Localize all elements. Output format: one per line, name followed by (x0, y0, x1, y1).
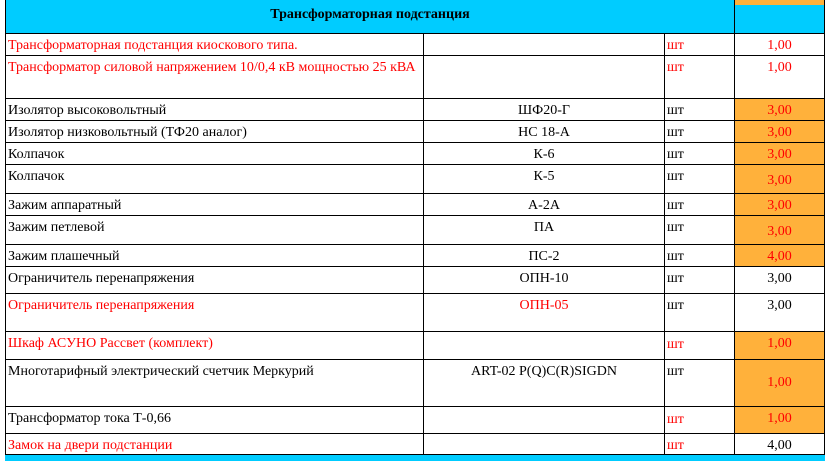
item-mark[interactable]: ОПН-05 (423, 294, 664, 331)
item-mark[interactable] (423, 407, 664, 433)
item-qty[interactable]: 1,00 (734, 56, 825, 98)
item-mark[interactable]: ART-02 P(Q)C(R)SIGDN (423, 360, 664, 406)
item-mark[interactable]: ПС-2 (423, 245, 664, 266)
item-name[interactable]: Трансформатор тока Т-0,66 (5, 407, 423, 433)
table-row (5, 142, 825, 164)
item-mark[interactable]: К-5 (423, 165, 664, 193)
item-unit[interactable]: шт (664, 407, 734, 433)
table-row (5, 406, 825, 433)
item-mark[interactable]: А-2А (423, 194, 664, 215)
item-name[interactable]: Замок на двери подстанции (5, 434, 423, 454)
item-name[interactable]: Колпачок (5, 165, 423, 193)
item-name[interactable]: Многотарифный электрический счетчик Меркурий (5, 360, 423, 406)
item-unit[interactable]: шт (664, 434, 734, 454)
item-mark[interactable]: ОПН-10 (423, 267, 664, 293)
item-qty[interactable]: 4,00 (734, 434, 825, 454)
table-row (5, 33, 825, 55)
item-qty[interactable]: 3,00 (734, 143, 825, 164)
item-qty[interactable]: 1,00 (734, 407, 825, 433)
header-qty-cell-lower[interactable] (734, 5, 825, 33)
table-row (5, 244, 825, 266)
item-qty[interactable]: 3,00 (734, 165, 825, 193)
item-qty[interactable]: 1,00 (734, 332, 825, 359)
item-mark[interactable] (423, 34, 664, 55)
item-qty[interactable]: 3,00 (734, 294, 825, 331)
table-row (5, 215, 825, 244)
next-section-header[interactable] (5, 454, 825, 461)
table-row (5, 433, 825, 454)
table-row (5, 193, 825, 215)
item-qty[interactable]: 1,00 (734, 360, 825, 406)
item-name[interactable]: Ограничитель перенапряжения (5, 267, 423, 293)
table-row (5, 55, 825, 98)
item-unit[interactable]: шт (664, 34, 734, 55)
item-qty[interactable]: 1,00 (734, 34, 825, 55)
table-row (5, 359, 825, 406)
item-unit[interactable]: шт (664, 216, 734, 244)
item-name[interactable]: Трансформатор силовой напряжением 10/0,4 кВ мощностью 25 кВА (5, 56, 423, 98)
item-name[interactable]: Колпачок (5, 143, 423, 164)
item-name[interactable]: Зажим плашечный (5, 245, 423, 266)
item-unit[interactable]: шт (664, 294, 734, 331)
item-unit[interactable]: шт (664, 332, 734, 359)
item-name[interactable]: Зажим петлевой (5, 216, 423, 244)
item-qty[interactable]: 4,00 (734, 245, 825, 266)
item-mark[interactable]: К-6 (423, 143, 664, 164)
table-row (5, 293, 825, 331)
item-unit[interactable]: шт (664, 165, 734, 193)
item-name[interactable]: Изолятор высоковольтный (5, 99, 423, 120)
item-unit[interactable]: шт (664, 99, 734, 120)
item-mark[interactable]: ШФ20-Г (423, 99, 664, 120)
item-qty[interactable]: 3,00 (734, 194, 825, 215)
table-row (5, 98, 825, 120)
item-mark[interactable] (423, 56, 664, 98)
section-title[interactable]: Трансформаторная подстанция (5, 0, 734, 33)
item-mark[interactable]: НС 18-А (423, 121, 664, 142)
item-name[interactable]: Трансформаторная подстанция киоскового типа. (5, 34, 423, 55)
item-qty[interactable]: 3,00 (734, 99, 825, 120)
item-name[interactable]: Ограничитель перенапряжения (5, 294, 423, 331)
item-qty[interactable]: 3,00 (734, 216, 825, 244)
item-unit[interactable]: шт (664, 245, 734, 266)
section-header-row (5, 0, 825, 33)
item-mark[interactable] (423, 434, 664, 454)
table-row (5, 164, 825, 193)
item-mark[interactable] (423, 332, 664, 359)
item-name[interactable]: Зажим аппаратный (5, 194, 423, 215)
item-unit[interactable]: шт (664, 56, 734, 98)
item-unit[interactable]: шт (664, 360, 734, 406)
table-row (5, 331, 825, 359)
item-qty[interactable]: 3,00 (734, 121, 825, 142)
item-unit[interactable]: шт (664, 143, 734, 164)
item-unit[interactable]: шт (664, 194, 734, 215)
item-name[interactable]: Шкаф АСУНО Рассвет (комплект) (5, 332, 423, 359)
item-qty[interactable]: 3,00 (734, 267, 825, 293)
table-row (5, 266, 825, 293)
item-mark[interactable]: ПА (423, 216, 664, 244)
table-row (5, 120, 825, 142)
item-unit[interactable]: шт (664, 121, 734, 142)
item-name[interactable]: Изолятор низковольтный (ТФ20 аналог) (5, 121, 423, 142)
item-unit[interactable]: шт (664, 267, 734, 293)
